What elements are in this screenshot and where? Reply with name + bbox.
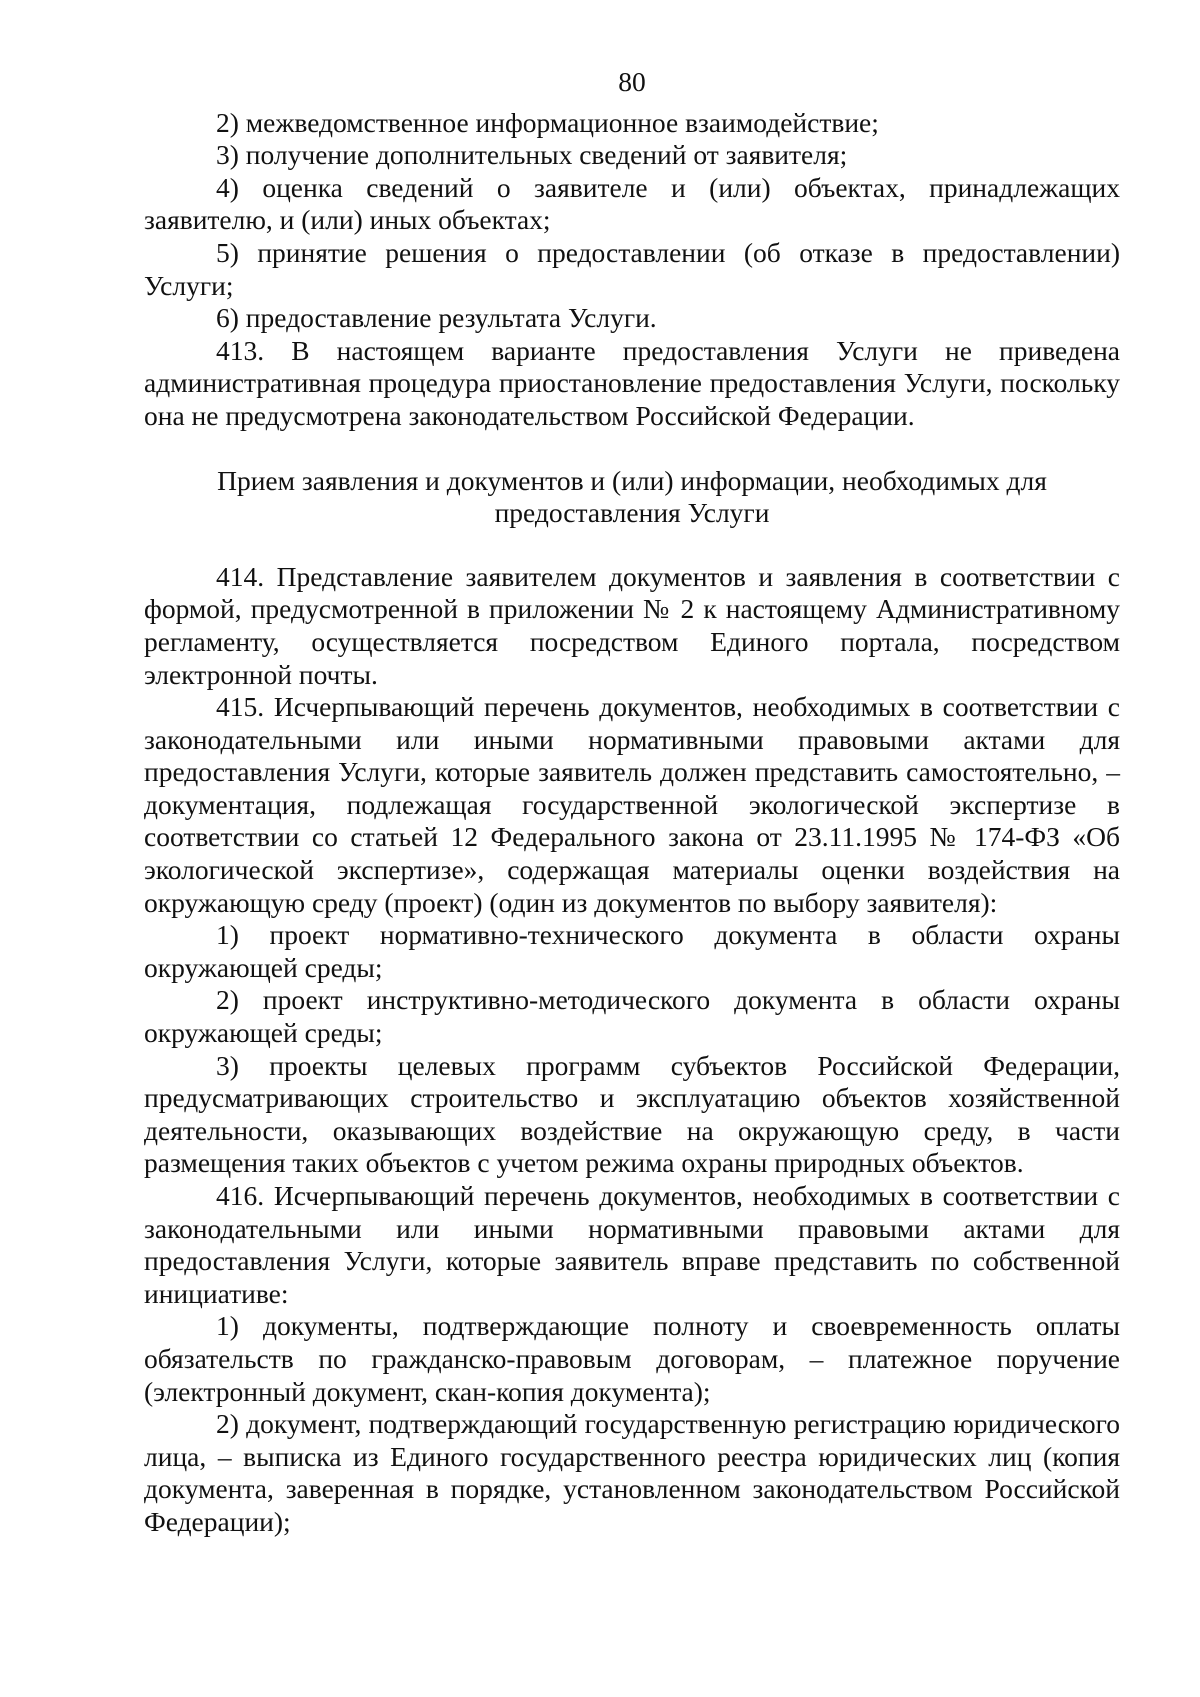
clause-413: 413. В настоящем варианте предоставления Услуги не приведена административная процедура приостановление предоставления Услуги, поскольку она не предусмотрена законодательством Российской Федерации. xyxy=(144,334,1120,431)
list-item-assessment: 4) оценка сведений о заявителе и (или) объектах, принадлежащих заявителю, и (или) иных объектах; xyxy=(144,171,1120,236)
clause-416-item-1: 1) документы, подтверждающие полноту и своевременность оплаты обязательств по гражданско-правовым договорам, – платежное поручение (электронный документ, скан-копия документа); xyxy=(144,1310,1120,1407)
clause-415: 415. Исчерпывающий перечень документов, необходимых в соответствии с законодательными или иными нормативными правовыми актами для предоставления Услуги, которые заявитель должен представить самостоятельно, – документация, подлежащая государственной экологической экспертизе в соответствии со статьей 12 Федерального закона от 23.11.1995 № 174-ФЗ «Об экологической экспертизе», содержащая материалы оценки воздействия на окружающую среду (проект) (один из документов по выбору заявителя): xyxy=(144,691,1120,918)
list-item-additional-info: 3) получение дополнительных сведений от заявителя; xyxy=(216,139,848,171)
section-title: Прием заявления и документов и (или) информации, необходимых для предоставления Услуги xyxy=(217,464,1047,529)
clause-415-item-2: 2) проект инструктивно-методического документа в области охраны окружающей среды; xyxy=(144,984,1120,1049)
clause-414: 414. Представление заявителем документов и заявления в соответствии с формой, предусмотренной в приложении № 2 к настоящему Административному регламенту, осуществляется посредством Единого портала, посредством электронной почты. xyxy=(144,560,1120,690)
list-item-result: 6) предоставление результата Услуги. xyxy=(216,302,657,334)
clause-415-item-3: 3) проекты целевых программ субъектов Российской Федерации, предусматривающих строительство и эксплуатацию объектов хозяйственной деятельности, оказывающих воздействие на окружающую среду, в части размещения таких объектов с учетом режима охраны природных объектов. xyxy=(144,1049,1120,1179)
clause-415-item-1: 1) проект нормативно-технического документа в области охраны окружающей среды; xyxy=(144,919,1120,983)
list-item-interagency-interaction: 2) межведомственное информационное взаимодействие; xyxy=(216,106,879,138)
list-item-decision: 5) принятие решения о предоставлении (об отказе в предоставлении) Услуги; xyxy=(144,236,1120,301)
page-number: 80 xyxy=(618,66,646,97)
document-page xyxy=(144,66,1120,1539)
clause-416: 416. Исчерпывающий перечень документов, необходимых в соответствии с законодательными или иными нормативными правовыми актами для предоставления Услуги, которые заявитель вправе представить по собственной инициативе: xyxy=(144,1180,1120,1309)
clause-416-item-2: 2) документ, подтверждающий государственную регистрацию юридического лица, – выписка из Единого государственного реестра юридических лиц (копия документа, заверенная в порядке, установленном законодательством Российской Федерации); xyxy=(144,1408,1120,1537)
